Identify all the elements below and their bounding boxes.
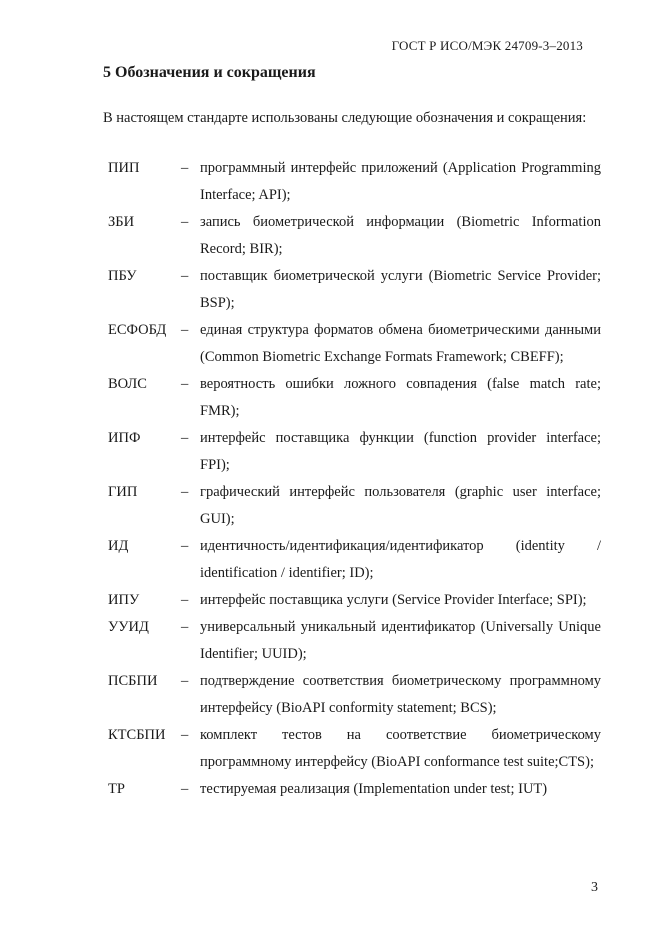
abbreviation-term: ЗБИ: [108, 214, 135, 230]
entry-dash: –: [181, 592, 189, 608]
abbreviation-entry: [108, 425, 601, 479]
abbreviation-list: [108, 155, 601, 803]
abbreviation-term: УУИД: [108, 619, 149, 635]
abbreviation-term: ИПФ: [108, 430, 141, 446]
abbreviation-definition: интерфейс поставщика функции (function provider interface; FPI);: [200, 430, 601, 473]
abbreviation-term: ПИП: [108, 160, 140, 176]
entry-dash: –: [181, 430, 189, 446]
abbreviation-term: ВОЛС: [108, 376, 147, 392]
entry-dash: –: [181, 484, 189, 500]
abbreviation-entry: [108, 668, 601, 722]
abbreviation-entry: [108, 533, 601, 587]
abbreviation-entry: [108, 587, 601, 614]
abbreviation-entry: [108, 614, 601, 668]
entry-dash: –: [181, 376, 189, 392]
abbreviation-entry: [108, 479, 601, 533]
abbreviation-definition: запись биометрической информации (Biometric Information Record; BIR);: [200, 214, 601, 257]
abbreviation-term: ГИП: [108, 484, 138, 500]
intro-paragraph: В настоящем стандарте использованы следующие обозначения и сокращения:: [103, 110, 587, 126]
abbreviation-entry: [108, 209, 601, 263]
entry-dash: –: [181, 322, 189, 338]
abbreviation-definition: интерфейс поставщика услуги (Service Provider Interface; SPI);: [200, 592, 587, 608]
abbreviation-entry: [108, 155, 601, 209]
abbreviation-entry: [108, 776, 601, 803]
standard-code-header: ГОСТ Р ИСО/МЭК 24709-3–2013: [391, 38, 583, 53]
abbreviation-term: ИД: [108, 538, 129, 554]
abbreviation-definition: универсальный уникальный идентификатор (Universally Unique Identifier; UUID);: [200, 619, 601, 662]
entry-dash: –: [181, 538, 189, 554]
abbreviation-definition: поставщик биометрической услуги (Biometric Service Provider; BSP);: [200, 268, 601, 311]
abbreviation-term: ТР: [108, 781, 125, 797]
abbreviation-entry: [108, 317, 601, 371]
abbreviation-entry: [108, 263, 601, 317]
abbreviation-term: КТСБПИ: [108, 727, 166, 743]
abbreviation-entry: [108, 722, 601, 776]
abbreviation-definition: графический интерфейс пользователя (graphic user interface; GUI);: [200, 484, 601, 527]
abbreviation-entry: [108, 371, 601, 425]
entry-dash: –: [181, 781, 189, 797]
abbreviation-definition: идентичность/идентификация/идентификатор (identity / identification / identifier; ID);: [200, 538, 601, 581]
section-title: 5 Обозначения и сокращения: [103, 64, 316, 81]
abbreviation-definition: подтверждение соответствия биометрическому программному интерфейсу (BioAPI conformity statement; BCS);: [200, 673, 601, 716]
entry-dash: –: [181, 619, 189, 635]
abbreviation-definition: вероятность ошибки ложного совпадения (false match rate; FMR);: [200, 376, 601, 419]
page-number: 3: [591, 880, 598, 895]
abbreviation-definition: единая структура форматов обмена биометрическими данными (Common Biometric Exchange Formats Framework; CBEFF);: [200, 322, 601, 365]
entry-dash: –: [181, 727, 189, 743]
entry-dash: –: [181, 214, 189, 230]
abbreviation-term: ПБУ: [108, 268, 137, 284]
abbreviation-term: ПСБПИ: [108, 673, 158, 689]
entry-dash: –: [181, 268, 189, 284]
abbreviation-term: ИПУ: [108, 592, 140, 608]
abbreviation-definition: тестируемая реализация (Implementation under test; IUT): [200, 781, 548, 797]
entry-dash: –: [181, 673, 189, 689]
abbreviation-definition: комплект тестов на соответствие биометрическому программному интерфейсу (BioAPI conformance test suite;CTS);: [200, 727, 601, 770]
abbreviation-term: ЕСФОБД: [108, 322, 167, 338]
abbreviation-definition: программный интерфейс приложений (Application Programming Interface; API);: [200, 160, 601, 203]
entry-dash: –: [181, 160, 189, 176]
